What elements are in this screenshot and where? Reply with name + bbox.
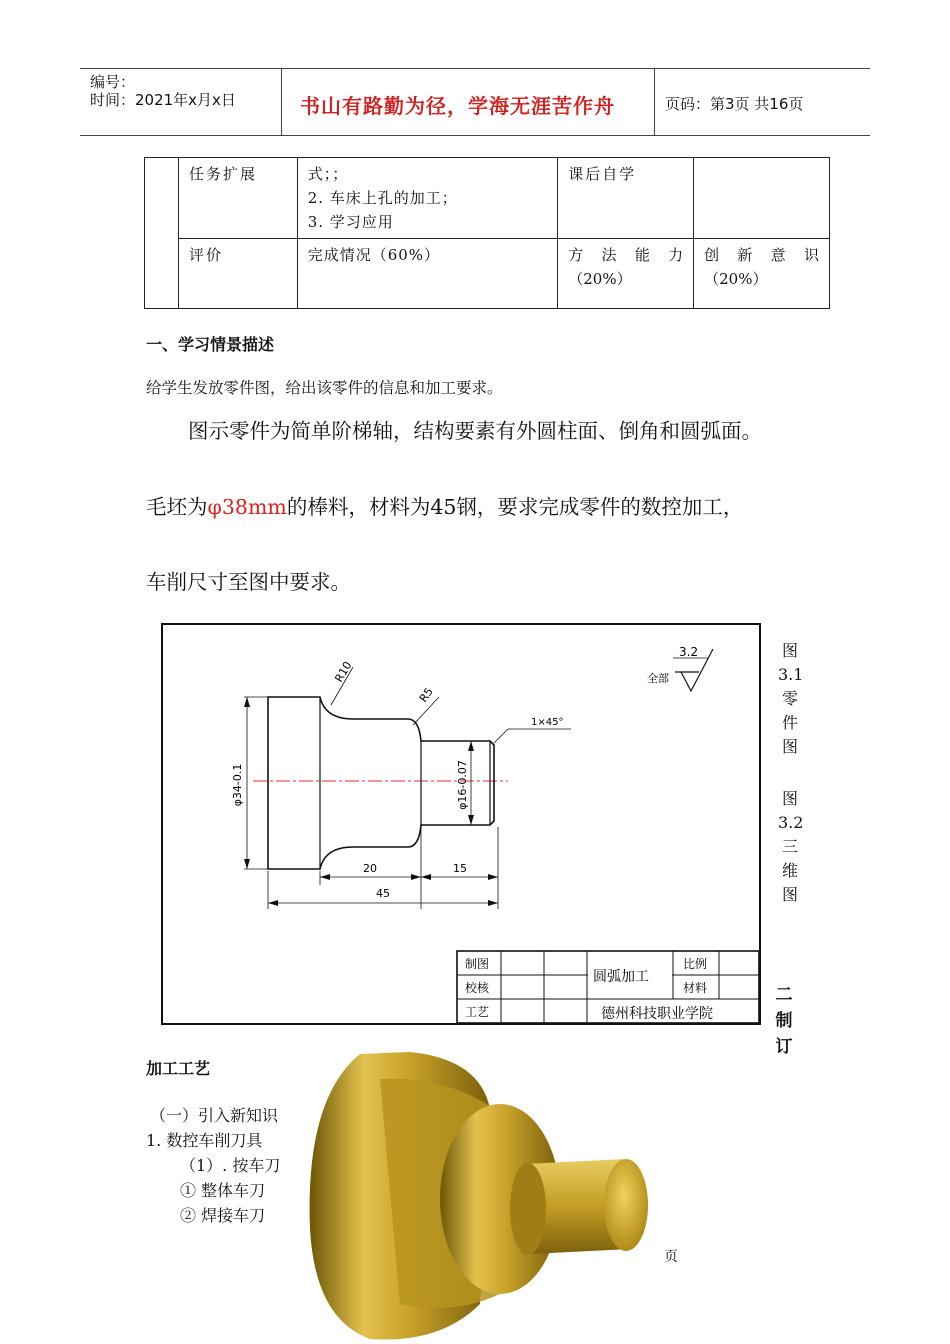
section-1-intro: 给学生发放零件图，给出该零件的信息和加工要求。 (146, 379, 503, 397)
table-label-evaluation: 评价 (178, 239, 297, 309)
header-page-info: 页码：第3页 共16页 (665, 95, 804, 113)
table-evaluation-value: 完成情况（60%） (297, 239, 558, 309)
tb-process: 工艺 (465, 1005, 490, 1019)
table-label-task-extension: 任务扩展 (178, 158, 297, 239)
section-2-line2: 1. 数控车削刀具 (146, 1131, 263, 1150)
label-dia-small: φ16-0.07 (456, 760, 469, 810)
label-dia-big: φ34-0.1 (231, 763, 244, 807)
table-task-extension-content (297, 158, 558, 239)
label-r10: R10 (332, 659, 355, 685)
task-table (144, 157, 830, 309)
section-1-title: 一、学习情景描述 (146, 335, 275, 354)
tb-part-name: 圆弧加工 (593, 969, 649, 985)
table-label-self-study: 课后自学 (558, 158, 694, 239)
part-3d-render (290, 1049, 690, 1344)
header-bottom-rule (80, 135, 870, 136)
tb-draw: 制图 (465, 957, 490, 971)
leader-chamfer (494, 729, 508, 743)
header-top-rule (80, 68, 870, 69)
section-1-para3: 车削尺寸至图中要求。 (146, 570, 351, 594)
header-divider-left (281, 68, 282, 136)
part-drawing-svg (163, 625, 759, 1023)
table-method-ability: 方 法 能 力 （20%） (558, 239, 694, 309)
caption-fig-3-2: 图 3.2 三 维 图 (778, 789, 804, 904)
section-2-line1: （一）引入新知识 (150, 1106, 279, 1125)
label-dim-20: 20 (363, 862, 377, 875)
header-divider-right (654, 68, 655, 136)
label-r5: R5 (416, 685, 436, 705)
table-innovation: 创 新 意 识 （20%） (694, 239, 830, 309)
blank-diameter: φ38mm (207, 495, 287, 519)
part-drawing (161, 623, 761, 1025)
task-line-2: 2. 车床上孔的加工； (307, 189, 458, 207)
label-roughness-all: 全部 (647, 672, 669, 685)
label-chamfer: 1×45° (531, 717, 564, 728)
tb-school: 德州科技职业学院 (601, 1006, 713, 1022)
table-blank-cell (145, 158, 179, 309)
section-2-line3: （1）. 按车刀 (180, 1156, 281, 1175)
section-1-para1: 图示零件为简单阶梯轴，结构要素有外圆柱面、倒角和圆弧面。 (188, 419, 762, 443)
label-roughness: 3.2 (679, 645, 699, 659)
section-2-title: 加工工艺 (146, 1059, 211, 1078)
section-2-line5: ② 焊接车刀 (180, 1206, 266, 1225)
render-pin-face (604, 1159, 648, 1251)
label-dim-45: 45 (376, 887, 390, 900)
header-motto: 书山有路勤为径，学海无涯苦作舟 (300, 94, 615, 118)
label-dim-15: 15 (453, 862, 467, 875)
task-line-3: 3. 学习应用 (307, 213, 394, 231)
header-number-label: 编号： (90, 73, 136, 91)
caption-fig-3-1: 图 3.1 零 件 图 (778, 641, 804, 756)
section-1-para2: 毛坯为φ38mm的棒料，材料为45钢，要求完成零件的数控加工， (146, 495, 744, 519)
footer-page-char: 页 (664, 1249, 678, 1265)
tb-scale: 比例 (683, 957, 708, 971)
header-date-label: 时间：2021年x月x日 (90, 91, 236, 109)
tb-check: 校核 (465, 981, 490, 995)
section-2-line4: ① 整体车刀 (180, 1181, 266, 1200)
table-self-study-value (694, 158, 830, 239)
task-line-1: 式；； (307, 165, 349, 183)
tb-material: 材料 (683, 981, 708, 995)
render-pin-base (510, 1163, 546, 1255)
section-2-side-chars: 二 制 订 (775, 985, 793, 1057)
